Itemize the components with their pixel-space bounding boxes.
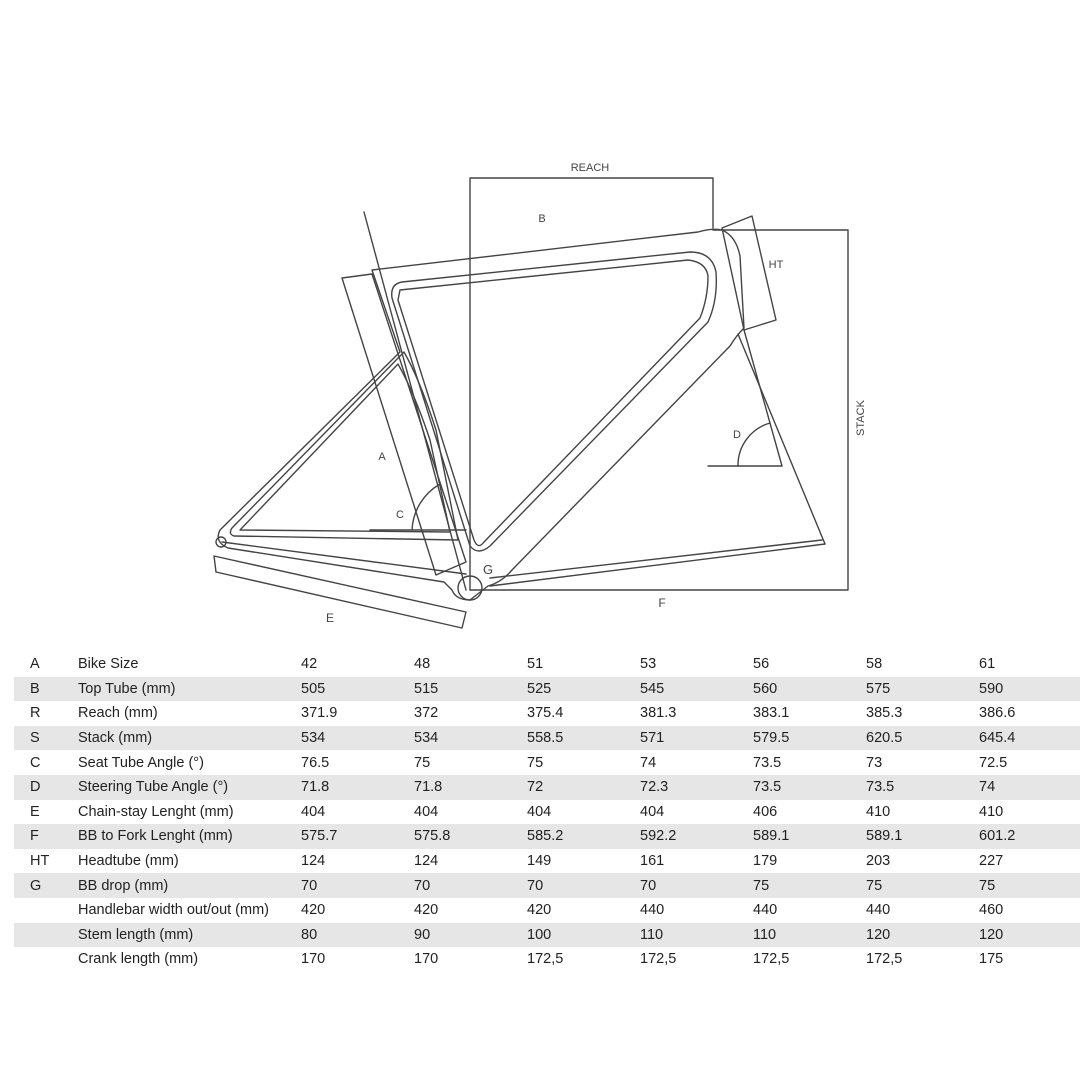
row-code: S: [14, 726, 78, 751]
table-cell: 51: [527, 656, 544, 673]
table-cell: 420: [414, 902, 439, 919]
table-cell: 460: [979, 902, 1004, 919]
table-cell: 645.4: [979, 726, 1080, 751]
frame-inner-outline: [392, 252, 717, 551]
table-cell: 385.3: [866, 705, 903, 722]
table-cell: 75: [414, 754, 431, 771]
bb-to-fork-line-2: [490, 540, 822, 578]
seat-angle-arc: [412, 484, 440, 530]
geometry-table: [14, 652, 1080, 972]
table-row: [14, 652, 1080, 677]
table-row: [14, 775, 1080, 800]
table-cell: 203: [866, 853, 891, 870]
table-cell: 73.5: [753, 754, 782, 771]
stack-dimension-line: [470, 230, 848, 590]
table-cell: 575: [866, 677, 979, 702]
table-cell: 73.5: [753, 775, 866, 800]
table-cell: 420: [527, 902, 552, 919]
row-label: BB drop (mm): [78, 873, 301, 898]
table-cell: 545: [640, 677, 753, 702]
table-cell: 371.9: [301, 705, 338, 722]
table-cell: 585.2: [527, 824, 640, 849]
row-label: Crank length (mm): [78, 951, 199, 968]
table-row: [14, 677, 1080, 702]
row-label: Reach (mm): [78, 705, 158, 722]
chainstay-label: E: [325, 611, 335, 625]
table-cell: 179: [753, 853, 778, 870]
head-tube-outline: [722, 216, 776, 330]
table-cell: 534: [414, 726, 527, 751]
table-cell: 375.4: [527, 705, 564, 722]
table-cell: 72.5: [979, 754, 1008, 771]
steering-angle-label: D: [733, 429, 741, 441]
table-cell: 172,5: [866, 951, 903, 968]
table-cell: 72.3: [640, 775, 753, 800]
table-cell: 579.5: [753, 726, 866, 751]
table-cell: 110: [753, 923, 866, 948]
table-cell: 80: [301, 923, 414, 948]
table-cell: 110: [640, 923, 753, 948]
row-label: Seat Tube Angle (°): [78, 754, 204, 771]
table-row: [14, 923, 1080, 948]
table-cell: 75: [753, 873, 866, 898]
table-cell: 592.2: [640, 824, 753, 849]
table-cell: 620.5: [866, 726, 979, 751]
table-cell: 440: [640, 902, 665, 919]
table-row: [14, 873, 1080, 898]
table-row: [14, 800, 1080, 825]
row-code: [14, 898, 78, 923]
table-cell: 505: [301, 677, 414, 702]
table-cell: 70: [301, 873, 414, 898]
seat-tube-label: A: [378, 451, 386, 463]
row-label: Top Tube (mm): [78, 677, 301, 702]
table-cell: 161: [640, 853, 665, 870]
table-cell: 440: [866, 902, 891, 919]
table-cell: 404: [640, 803, 665, 820]
table-cell: 560: [753, 677, 866, 702]
table-cell: 70: [527, 873, 640, 898]
table-cell: 410: [866, 803, 891, 820]
row-label: Bike Size: [78, 656, 139, 673]
table-cell: 53: [640, 656, 657, 673]
fork-line: [738, 334, 825, 544]
row-code: D: [14, 775, 78, 800]
table-cell: 73.5: [866, 775, 979, 800]
table-cell: 120: [866, 923, 979, 948]
table-cell: 404: [301, 803, 326, 820]
table-cell: 71.8: [414, 775, 527, 800]
table-cell: 601.2: [979, 824, 1080, 849]
table-cell: 372: [414, 705, 439, 722]
table-cell: 172,5: [527, 951, 564, 968]
table-cell: 75: [979, 873, 1080, 898]
table-cell: 170: [414, 951, 439, 968]
row-code: B: [14, 677, 78, 702]
table-cell: 75: [527, 754, 544, 771]
table-row: [14, 701, 1080, 726]
table-cell: 571: [640, 726, 753, 751]
row-code: HT: [30, 853, 50, 870]
table-cell: 149: [527, 853, 552, 870]
top-tube-label: B: [538, 213, 546, 225]
table-cell: 70: [414, 873, 527, 898]
table-cell: 120: [979, 923, 1080, 948]
table-cell: 406: [753, 803, 778, 820]
row-code: C: [30, 754, 41, 771]
row-label: Handlebar width out/out (mm): [78, 902, 269, 919]
bb-drop-label: G: [482, 562, 494, 577]
table-cell: 172,5: [753, 951, 790, 968]
table-cell: 589.1: [753, 824, 866, 849]
table-cell: 58: [866, 656, 883, 673]
table-cell: 74: [640, 754, 657, 771]
table-cell: 420: [301, 902, 326, 919]
head-tube-label: HT: [768, 259, 784, 271]
row-label: BB to Fork Lenght (mm): [78, 824, 301, 849]
row-code: [14, 947, 78, 972]
table-row: [14, 824, 1080, 849]
table-cell: 124: [414, 853, 439, 870]
table-cell: 42: [301, 656, 318, 673]
table-row: [14, 947, 1080, 972]
table-cell: 170: [301, 951, 326, 968]
table-cell: 172,5: [640, 951, 677, 968]
table-cell: 410: [979, 803, 1004, 820]
bb-to-fork-label: F: [658, 596, 666, 610]
table-cell: 75: [866, 873, 979, 898]
table-cell: 124: [301, 853, 326, 870]
table-cell: 525: [527, 677, 640, 702]
table-cell: 589.1: [866, 824, 979, 849]
table-row: [14, 898, 1080, 923]
table-row: [14, 750, 1080, 775]
table-cell: 76.5: [301, 754, 330, 771]
row-code: F: [14, 824, 78, 849]
table-cell: 90: [414, 923, 527, 948]
table-cell: 575.7: [301, 824, 414, 849]
table-cell: 56: [753, 656, 770, 673]
reach-label: REACH: [570, 162, 610, 174]
row-code: G: [14, 873, 78, 898]
table-cell: 404: [527, 803, 552, 820]
table-cell: 515: [414, 677, 527, 702]
table-cell: 558.5: [527, 726, 640, 751]
table-cell: 227: [979, 853, 1004, 870]
row-code: E: [30, 803, 40, 820]
table-cell: 61: [979, 656, 996, 673]
stack-label: STACK: [855, 400, 867, 436]
row-label: Stem length (mm): [78, 923, 301, 948]
table-cell: 440: [753, 902, 778, 919]
chainstay-dimension-band: [214, 556, 466, 628]
table-cell: 175: [979, 951, 1004, 968]
table-cell: 73: [866, 754, 883, 771]
row-code: R: [30, 705, 41, 722]
table-cell: 404: [414, 803, 439, 820]
table-row: [14, 726, 1080, 751]
table-cell: 386.6: [979, 705, 1016, 722]
table-cell: 48: [414, 656, 431, 673]
table-cell: 72: [527, 775, 640, 800]
row-code: [14, 923, 78, 948]
row-code: A: [30, 656, 40, 673]
frame-inner-outline-2: [398, 260, 708, 546]
table-cell: 381.3: [640, 705, 677, 722]
row-label: Stack (mm): [78, 726, 301, 751]
row-label: Steering Tube Angle (°): [78, 775, 301, 800]
chainstay-line: [222, 542, 466, 574]
row-label: Chain-stay Lenght (mm): [78, 803, 234, 820]
table-cell: 534: [301, 726, 414, 751]
table-cell: 590: [979, 677, 1080, 702]
seat-angle-label: C: [396, 509, 404, 521]
table-cell: 100: [527, 923, 640, 948]
table-cell: 74: [979, 775, 1080, 800]
table-cell: 71.8: [301, 775, 414, 800]
table-cell: 575.8: [414, 824, 527, 849]
geometry-table-body: [14, 652, 1080, 972]
table-cell: 70: [640, 873, 753, 898]
steering-angle-arc: [738, 423, 770, 466]
table-cell: 383.1: [753, 705, 790, 722]
bb-to-fork-line: [490, 544, 825, 586]
row-label: Headtube (mm): [78, 853, 179, 870]
table-row: [14, 849, 1080, 874]
fork-axis-line: [744, 330, 782, 466]
